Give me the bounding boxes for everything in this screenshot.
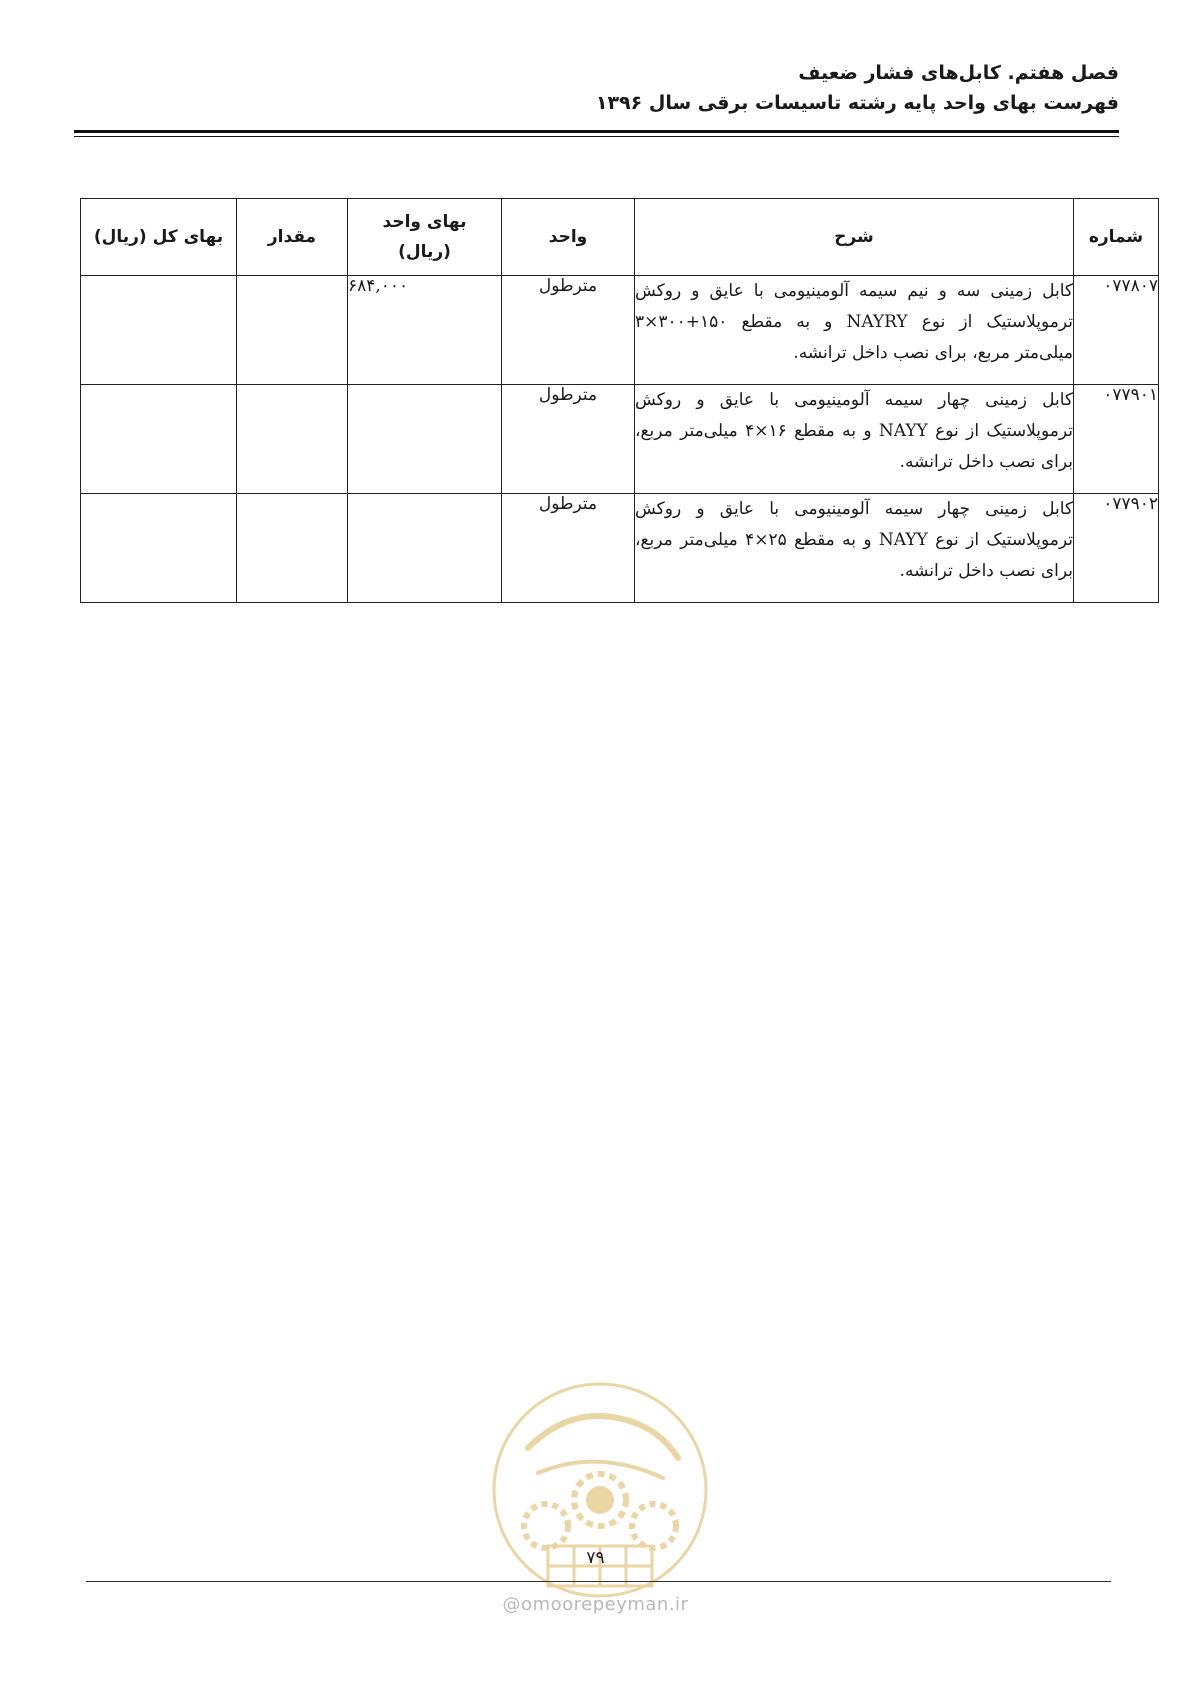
- row-description: کابل زمینی چهار سیمه آلومینیومی با عایق و روکش ترموپلاستیک از نوع NAYY و به مقطع ۱۶×۴ میلی‌متر مربع، برای نصب داخل ترانشه.: [635, 385, 1074, 494]
- header-quantity: مقدار: [237, 199, 348, 276]
- footer-rule: [86, 1581, 1111, 1582]
- seal-watermark: [488, 1378, 712, 1602]
- row-quantity: [237, 494, 348, 603]
- row-unit-price: ۶۸۴,۰۰۰: [348, 276, 502, 385]
- row-description: کابل زمینی چهار سیمه آلومینیومی با عایق و روکش ترموپلاستیک از نوع NAYY و به مقطع ۲۵×۴ میلی‌متر مربع، برای نصب داخل ترانشه.: [635, 494, 1074, 603]
- header-total-price: بهای کل (ریال): [81, 199, 237, 276]
- header-rule-thin: [74, 136, 1119, 137]
- row-total-price: [81, 385, 237, 494]
- row-unit-price: [348, 494, 502, 603]
- price-list-table: [80, 198, 1159, 603]
- header-number: شماره: [1074, 199, 1159, 276]
- row-number: ۰۷۷۸۰۷: [1074, 276, 1159, 385]
- table-row: [81, 494, 1159, 603]
- watermark-url: @omoorepeyman.ir: [502, 1594, 689, 1615]
- row-quantity: [237, 276, 348, 385]
- row-unit: مترطول: [502, 494, 635, 603]
- row-number: ۰۷۷۹۰۱: [1074, 385, 1159, 494]
- page-number: ۷۹: [586, 1548, 605, 1568]
- document-title: فهرست بهای واحد پایه رشته تاسیسات برقی سال ۱۳۹۶: [595, 92, 1119, 114]
- header-unit-price: [348, 199, 502, 276]
- header-unit-price-line1: بهای واحد: [382, 212, 467, 232]
- header-unit-price-line2: (ریال): [398, 242, 451, 262]
- header-description: شرح: [635, 199, 1074, 276]
- row-quantity: [237, 385, 348, 494]
- chapter-title: فصل هفتم. کابل‌های فشار ضعیف: [798, 62, 1119, 84]
- page-header: [596, 58, 1119, 118]
- row-total-price: [81, 276, 237, 385]
- row-total-price: [81, 494, 237, 603]
- row-unit: مترطول: [502, 385, 635, 494]
- row-description: کابل زمینی سه و نیم سیمه آلومینیومی با عایق و روکش ترموپلاستیک از نوع NAYRY و به مقطع ۱۵۰+۳۰۰×۳ میلی‌متر مربع، برای نصب داخل ترانشه.: [635, 276, 1074, 385]
- row-unit: مترطول: [502, 276, 635, 385]
- header-rule-thick: [74, 130, 1119, 133]
- header-unit: واحد: [502, 199, 635, 276]
- table-row: [81, 385, 1159, 494]
- seal-icon: [488, 1378, 712, 1602]
- row-unit-price: [348, 385, 502, 494]
- row-number: ۰۷۷۹۰۲: [1074, 494, 1159, 603]
- table-row: [81, 276, 1159, 385]
- table-header-row: [81, 199, 1159, 276]
